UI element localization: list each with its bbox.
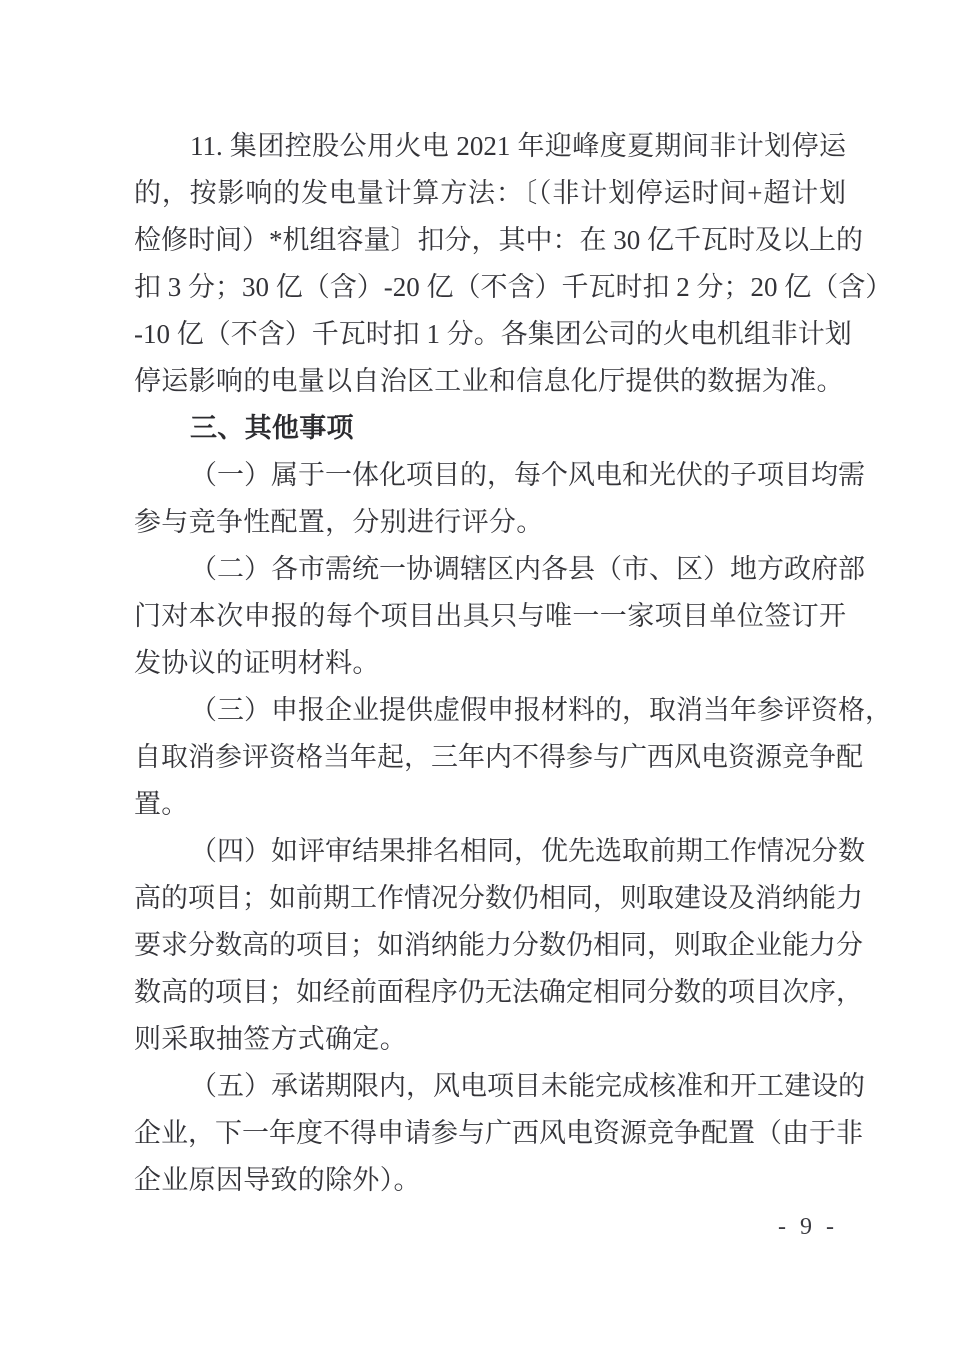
text-line: 11. 集团控股公用火电 2021 年迎峰度夏期间非计划停运 (190, 131, 846, 161)
text-line: 扣 3 分；30 亿（含）-20 亿（不含）千瓦时扣 2 分；20 亿（含） (134, 272, 893, 302)
section-heading: 三、其他事项 (190, 413, 354, 444)
text-line: 则采取抽签方式确定。 (134, 1024, 407, 1054)
text-line: 门对本次申报的每个项目出具只与唯一一家项目单位签订开 (134, 601, 846, 631)
text-line: 高的项目；如前期工作情况分数仍相同，则取建设及消纳能力 (134, 883, 863, 913)
text-line: （二）各市需统一协调辖区内各县（市、区）地方政府部 (190, 554, 865, 584)
text-line: 数高的项目；如经前面程序仍无法确定相同分数的项目次序， (134, 977, 863, 1007)
text-line: （三）申报企业提供虚假申报材料的，取消当年参评资格， (190, 695, 892, 725)
text-line: （五）承诺期限内，风电项目未能完成核准和开工建设的 (190, 1071, 865, 1101)
text-line: 企业原因导致的除外）。 (134, 1165, 421, 1195)
text-line: 检修时间）*机组容量〕扣分，其中：在 30 亿千瓦时及以上的 (134, 225, 863, 255)
text-line: 发协议的证明材料。 (134, 648, 380, 678)
body-text (134, 123, 893, 1251)
text-line: 的，按影响的发电量计算方法：〔（非计划停运时间+超计划 (134, 178, 846, 208)
text-line: 自取消参评资格当年起，三年内不得参与广西风电资源竞争配 (134, 742, 863, 772)
page-number: - 9 - (778, 1214, 838, 1240)
text-line: 参与竞争性配置，分别进行评分。 (134, 507, 544, 537)
text-line: （一）属于一体化项目的，每个风电和光伏的子项目均需 (190, 460, 865, 490)
text-line: 置。 (134, 789, 189, 819)
text-line: 要求分数高的项目；如消纳能力分数仍相同，则取企业能力分 (134, 930, 863, 960)
text-line: -10 亿（不含）千瓦时扣 1 分。各集团公司的火电机组非计划 (134, 319, 852, 349)
text-line: 停运影响的电量以自治区工业和信息化厅提供的数据为准。 (134, 366, 844, 396)
text-line: 企业，下一年度不得申请参与广西风电资源竞争配置（由于非 (134, 1118, 863, 1148)
text-line: （四）如评审结果排名相同，优先选取前期工作情况分数 (190, 836, 865, 866)
